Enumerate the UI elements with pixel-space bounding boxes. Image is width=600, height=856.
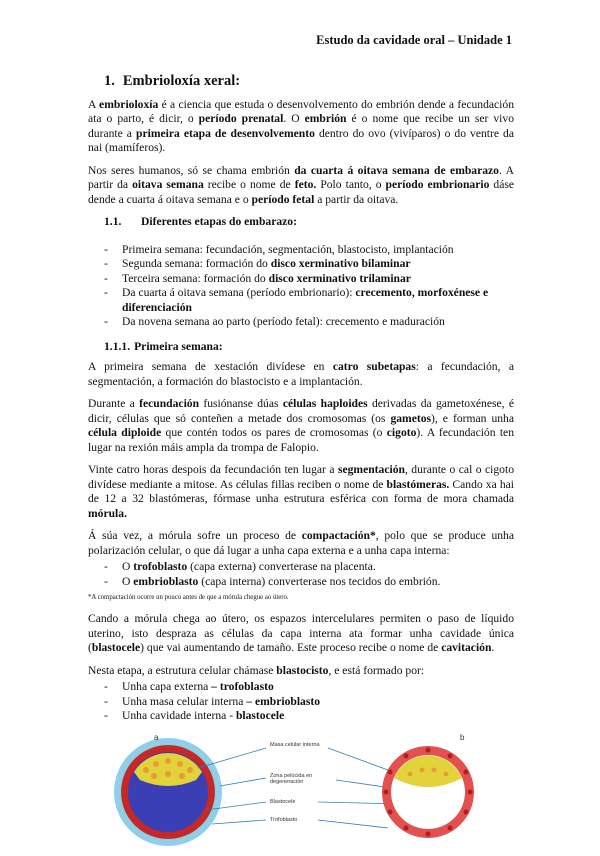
layers-list [88,560,514,589]
list-item: - Unha masa celular interna – embrioblasto [104,694,321,708]
parts-list [88,680,514,724]
paragraph-segmentation: Vinte catro horas despois da fecundación ten lugar a segmentación, durante o cal o cigoto divídese mediante a mitose. As células fillas reciben o nome de blastómeras. Cando xa hai de 12 a 32 blastómeras, fórmase unha estrutura esférica con forma de mora chamada mórula. [88,463,514,520]
paragraph-first-week: A primeira semana de xestación divídese en catro subetapas: a fecundación, a segmentación, a formación do blastocisto e a implantación. [88,360,514,388]
caption-trophoblast: Trofoblasto [270,816,298,823]
stages-list [88,243,514,330]
section-1-1-heading: 1.1. Diferentes etapas do embarazo: [104,215,297,228]
list-item: - Primeira semana: fecundación, segmentación, blastocisto, implantación [104,242,454,256]
figure-label-a: a [154,732,159,742]
paragraph-compaction: Á súa vez, a mórula sofre un proceso de compactación*, polo que se produce unha polarización celular, o que dá lugar a unha capa externa e a unha capa interna: [88,529,515,557]
list-item: - Unha capa externa – trofoblasto [104,680,274,693]
section-1-heading: 1. Embrioloxía xeral: [104,73,241,89]
list-item: - Unha cavidade interna - blastocele [104,709,285,722]
list-item: - Terceira semana: formación do disco xerminativo trilaminar [104,271,411,285]
leader-lines [198,748,404,828]
list-item: - O trofoblasto (capa externa) converterase na placenta. [104,560,376,573]
caption-zona: Zona pelúcida en degeneración [270,772,313,785]
content-body [88,74,514,852]
running-header: Estudo da cavidade oral – Unidade 1 [316,33,512,47]
paragraph-embryology: A embrioloxía é a ciencia que estuda o desenvolvemento do embrión dende a fecundación ata o parto, é dicir, o período prenatal. O embrión é o nome que recibe un ser vivo durante a primeira etapa de desenvolvemento dentro do ovo (vivíparos) o do ventre da nai (mamíferos). [88,97,514,154]
list-item: - O embrioblasto (capa interna) converterase nos tecidos do embrión. [104,574,441,588]
caption-blastocele: Blastocele [270,798,296,805]
blastocyst-figure [88,730,514,852]
blastocyst-a [114,738,222,846]
list-item: - Da novena semana ao parto (período fetal): crecemento e maduración [104,315,445,328]
paragraph-cavitation: Cando a mórula chega ao útero, os espazos intercelulares permiten o paso de líquido uterino, isto despraza as células da capa interna ata formar unha cavidade única (blastocele) que vai aumentando de tamaño. Este proceso recibe o nome de cavitación. [88,612,514,654]
footnote: *A compactación ocorre un pouco antes de que a mórula chegue ao útero. [88,594,289,601]
section-1-1-1-heading: 1.1.1. Primeira semana: [104,339,223,353]
blastocyst-b [382,746,474,838]
figure-label-b: b [460,732,465,742]
caption-icm: Masa celular interna [270,741,320,748]
paragraph-blastocyst: Nesta etapa, a estrutura celular chámase blastocisto, e está formado por: [88,663,425,677]
paragraph-fecundation: Durante a fecundación fusiónanse dúas células haploides derivadas da gametoxénese, é dicir, células que só conteñen a metade dos cromosomas (os gametos), e forman unha célula diploide que contén todos os pares de cromosomas (o cigoto). A fecundación ten lugar na rexión máis ampla da trompa de Falopio. [88,397,515,454]
paragraph-embryo-period: Nos seres humanos, só se chama embrión da cuarta á oitava semana de embarazo. A partir da oitava semana recibe o nome de feto. Polo tanto, o período embrionario dáse dende a cuarta á oitava semana e o período fetal a partir da oitava. [88,163,515,206]
list-item: - Segunda semana: formación do disco xerminativo bilaminar [104,257,411,270]
list-item: - Da cuarta á oitava semana (período embrionario): crecemento, morfoxénese e diferenciación [104,286,489,314]
